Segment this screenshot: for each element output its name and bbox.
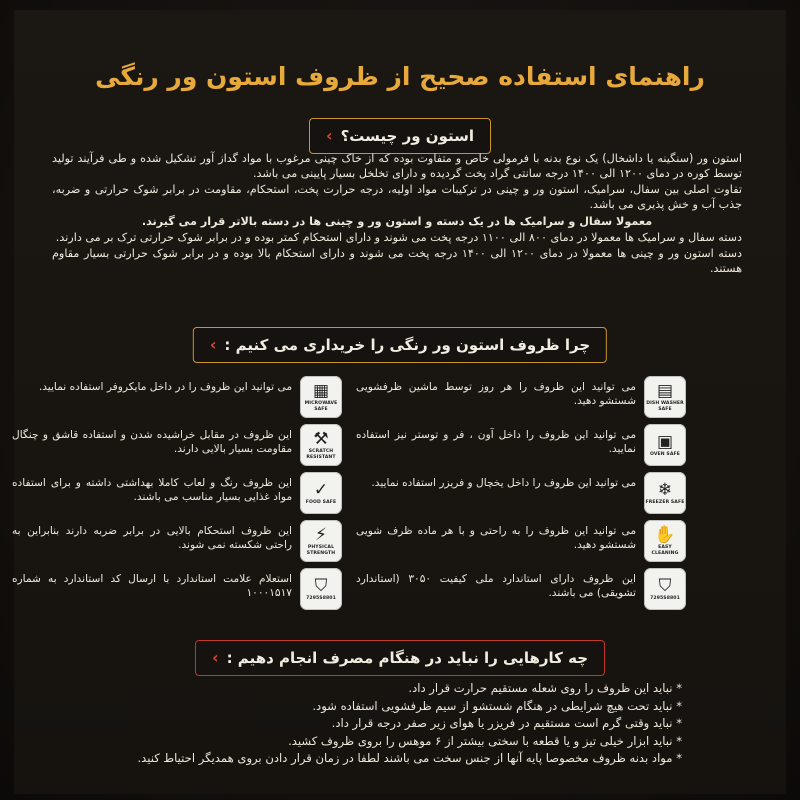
section-what-is-stoneware-heading [309,118,491,154]
section-donts-heading [195,640,605,676]
oven-safe-icon: ▣ OVEN SAFE [644,424,686,466]
feature-text: می توانید این ظروف را داخل یخچال و فریزر استفاده نمایید. [371,477,636,489]
stoneware-description [52,152,742,279]
feature-text: این ظروف رنگ و لعاب کاملا بهداشتی داشته و برای استفاده مواد غذایی بسیار مناسب می باشند. [12,477,292,503]
paragraph: دسته استون ور و چینی ها معمولا در دمای ۱۲۰۰ الی ۱۴۰۰ درجه پخت می شوند و دارای استحکام بالا بوده و در برابر شوک حرارتی بسیار مقاوم هستند. [52,247,742,276]
chevron-left-icon: › [209,335,217,354]
list-item: * نباید وقتی گرم است مستقیم در فریزر یا هوای زیر صفر درجه قرار داد. [331,716,682,731]
scratch-resistant-icon: ⚒ SCRATCH RESISTANT [300,424,342,466]
paragraph: تفاوت اصلی بین سفال، سرامیک، استون ور و چینی در ترکیبات مواد اولیه، درجه حرارت پخت، استحکام، مقاومت در برابر شوک حرارتی و ضربه، جذب آب و خش پذیری می باشد. [52,183,742,212]
standard-mark-icon: ⛉ 7295S8801 [644,568,686,610]
section-why-buy-heading [193,327,607,363]
list-item: * مواد بدنه ظروف مخصوصا پایه آنها از جنس سخت می باشند لطفا در زمان قرار دادن بروی همدیگر احتیاط کنید. [137,751,682,766]
feature-item [12,472,342,516]
list-item: * نباید این ظروف را روی شعله مستقیم حرارت قرار داد. [408,681,682,695]
feature-item [356,424,686,468]
feature-item [356,520,686,564]
section-heading-label: چرا ظروف استون ور رنگی را خریداری می کنیم : [224,336,591,354]
feature-item [12,568,342,612]
list-item: * نباید تحت هیچ شرایطی در هنگام شستشو از سیم ظرفشویی استفاده شود. [312,698,682,713]
food-safe-icon: ✓ FOOD SAFE [300,472,342,514]
feature-text: می توانید این ظروف را در داخل مایکروفر استفاده نمایید. [38,381,292,393]
easy-cleaning-icon: ✋ EASY CLEANING [644,520,686,562]
chevron-left-icon: › [326,126,333,145]
feature-text: می توانید این ظروف را به راحتی و با هر ماده ظرف شویی شستشو دهید. [356,525,636,551]
feature-item [356,472,686,516]
paragraph: استون ور (سنگینه یا داشخال) یک نوع بدنه با فرمولی خاص و متفاوت بوده که از خاک چینی مرغوب با مواد گداز آور تشکیل شده و طی فرآیند تولید توسط کوره در دمای ۱۲۰۰ الی ۱۴۰۰ درجه سانتی گراد پخت گردیده و دارای تخلخل بسیار پایینی می باشد. [52,152,742,180]
feature-item [356,376,686,420]
feature-text: این ظروف دارای استاندارد ملی کیفیت ۳۰۵۰ (استاندارد تشویقی) می باشند. [356,573,636,599]
paragraph-highlight: معمولا سفال و سرامیک ها در یک دسته و استون ور و چینی ها در دسته بالاتر قرار می گیرند. [141,214,653,228]
standard-inquiry-icon: ⛉ 7295S8801 [300,568,342,610]
dishwasher-safe-icon: ▤ DISH WASHER SAFE [644,376,686,418]
page-title: راهنمای استفاده صحیح از ظروف استون ور رنگی [95,62,705,91]
microwave-safe-icon: ▦ MICROWAVE SAFE [300,376,342,418]
physical-strength-icon: ⚡ PHYSICAL STRENGTH [300,520,342,562]
section-heading-label: استون ور چیست؟ [340,127,474,145]
donts-list [42,680,682,768]
feature-text: این ظروف استحکام بالایی در برابر ضربه دارند بنابراین به راحتی شکسته نمی شوند. [12,525,292,551]
feature-item [12,424,342,468]
feature-item [12,376,342,420]
feature-text: استعلام علامت استاندارد با ارسال کد استاندارد به شماره ۱۰۰۰۱۵۱۷ [12,573,292,599]
chevron-left-icon: › [211,648,219,667]
section-heading-label: چه کارهایی را نباید در هنگام مصرف انجام دهیم : [226,649,589,667]
freezer-safe-icon: ❄ FREEZER SAFE [644,472,686,514]
feature-text: این ظروف در مقابل خراشیده شدن و استفاده قاشق و چنگال مقاومت بسیار بالایی دارند. [12,429,292,455]
paragraph: دسته سفال و سرامیک ها معمولا در دمای ۸۰۰ الی ۱۱۰۰ درجه پخت می شوند و دارای استحکام کمتر بوده و در برابر شوک حرارتی ترک بر می دارند. [55,231,742,245]
feature-item [12,520,342,564]
feature-text: می توانید این ظروف را داخل آون ، فر و توستر نیز استفاده نمایید. [356,429,636,455]
feature-item [356,568,686,612]
list-item: * نباید ابزار خیلی تیز و یا قطعه با سختی بیشتر از ۶ موهس را بروی ظروف کشید. [288,733,682,748]
features-grid [0,376,800,612]
feature-text: می توانید این ظروف را هر روز توسط ماشین ظرفشویی شستشو دهید. [356,381,636,407]
